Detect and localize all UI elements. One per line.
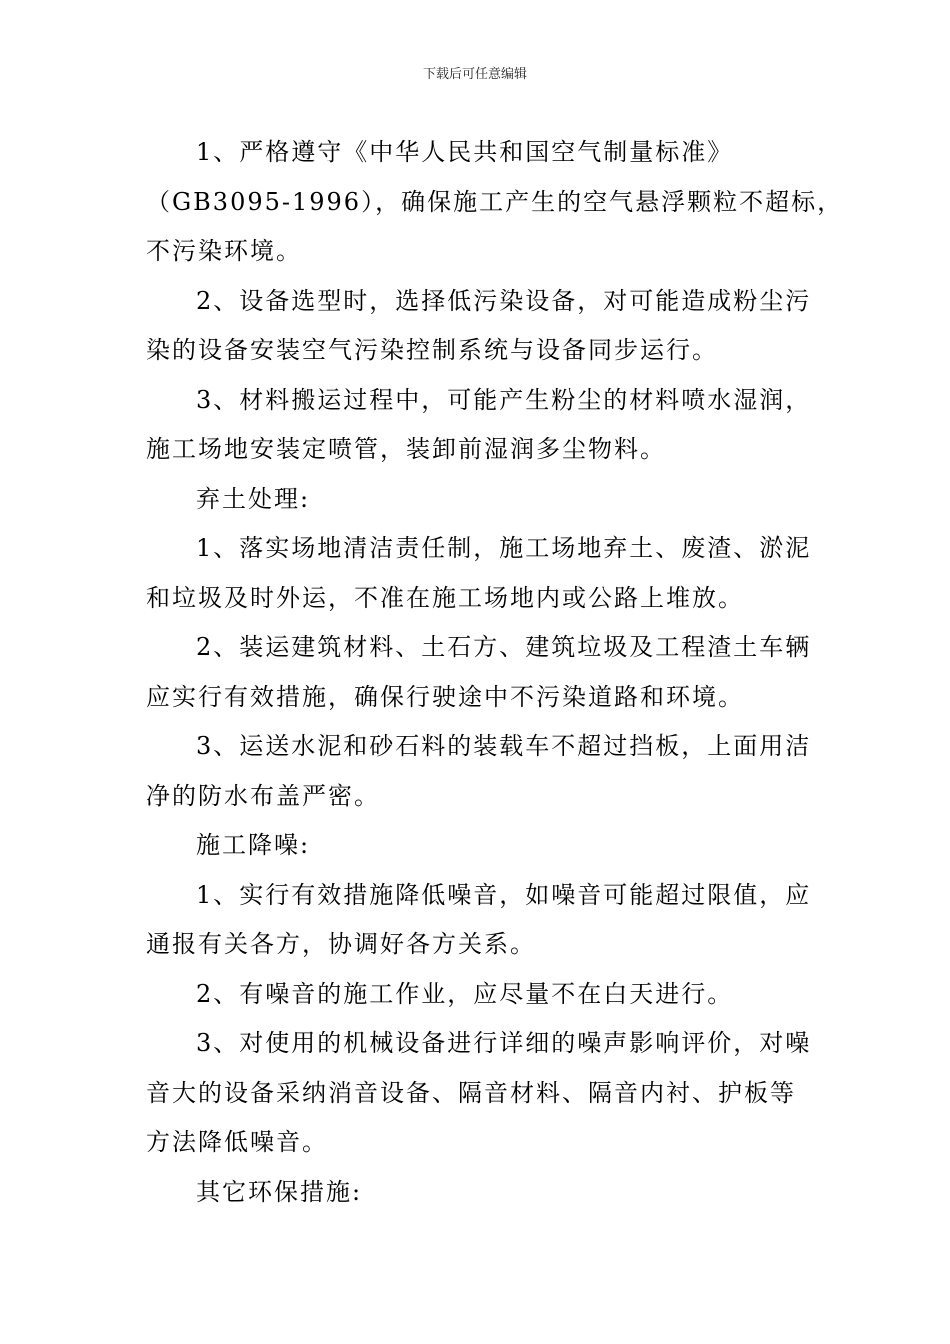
- paragraph-line: 3、运送水泥和砂石料的装载车不超过挡板，上面用洁: [196, 732, 812, 760]
- paragraph-line: 和垃圾及时外运，不准在施工场地内或公路上堆放。: [146, 583, 744, 612]
- page-header: 下载后可任意编辑: [422, 67, 527, 82]
- paragraph-line: 1、实行有效措施降低噪音，如噪音可能超过限值，应: [196, 880, 812, 909]
- document-body: [146, 128, 844, 1217]
- paragraph-line: 方法降低噪音。: [146, 1128, 328, 1156]
- paragraph-line: 染的设备安装空气污染控制系统与设备同步运行。: [146, 336, 718, 364]
- paragraph-line: 3、材料搬运过程中，可能产生粉尘的材料喷水湿润，: [196, 385, 812, 414]
- paragraph-line: 2、装运建筑材料、土石方、建筑垃圾及工程渣土车辆: [196, 633, 812, 661]
- section-heading: 弃土处理:: [196, 484, 311, 513]
- paragraph-line: 3、对使用的机械设备进行详细的噪声影响评价，对噪: [196, 1029, 812, 1057]
- paragraph-line: 1、落实场地清洁责任制，施工场地弃土、废渣、淤泥: [196, 534, 812, 562]
- paragraph-line: 施工场地安装定喷管，装卸前湿润多尘物料。: [146, 435, 666, 463]
- section-heading: 施工降噪:: [196, 831, 311, 859]
- paragraph-line: 音大的设备采纳消音设备、隔音材料、隔音内衬、护板等: [146, 1078, 796, 1107]
- paragraph-line: 2、有噪音的施工作业，应尽量不在白天进行。: [196, 979, 734, 1008]
- paragraph-line: 1、严格遵守《中华人民共和国空气制量标准》: [196, 138, 734, 166]
- paragraph-line: 不污染环境。: [146, 237, 302, 265]
- paragraph-line: 通报有关各方，协调好各方关系。: [146, 930, 536, 958]
- section-heading: 其它环保措施:: [196, 1177, 363, 1206]
- paragraph-line: 2、设备选型时，选择低污染设备，对可能造成粉尘污: [196, 286, 812, 315]
- paragraph-line: 应实行有效措施，确保行驶途中不污染道路和环境。: [146, 682, 744, 711]
- paragraph-line: 净的防水布盖严密。: [146, 781, 380, 810]
- paragraph-line: （GB3095-1996），确保施工产生的空气悬浮颗粒不超标，: [146, 187, 844, 216]
